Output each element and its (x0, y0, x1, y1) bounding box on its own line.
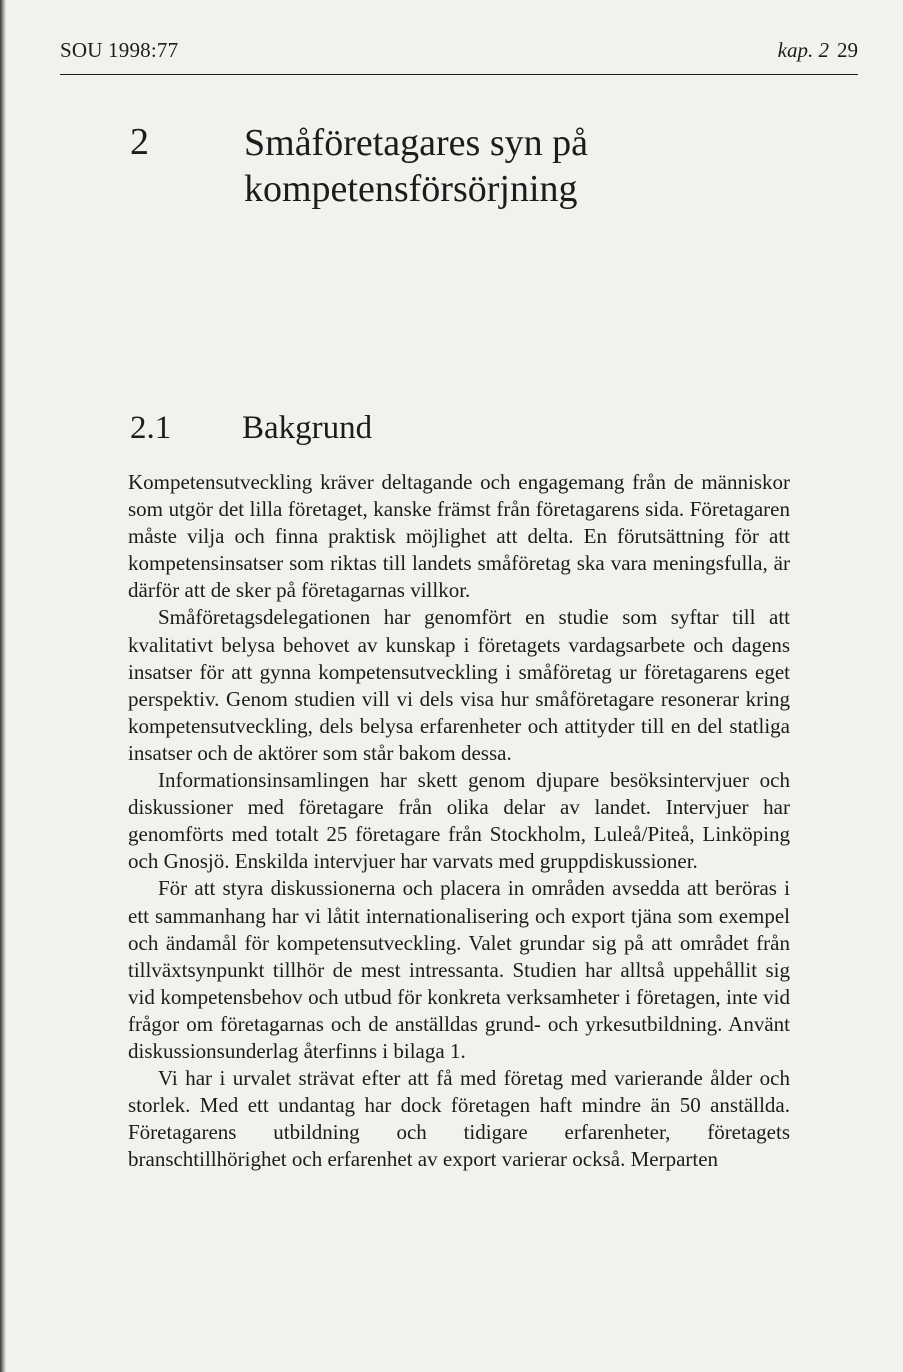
paragraph: Informationsinsamlingen har skett genom djupare besöksintervjuer och diskussioner med företagare från olika delar av landet. Intervjuer har genomförts med totalt 25 företagare från Stockholm, Luleå/Piteå, Linköping och Gnosjö. Enskilda intervjuer har varvats med gruppdiskussioner. (128, 768, 790, 874)
paragraph: Kompetensutveckling kräver deltagande och engagemang från de människor som utgör det lilla företaget, kanske främst från företagarens sida. Företagaren måste vilja och finna praktisk möjlighet att delta. En förutsättning för att kompetensinsatser som riktas till landets småföretag ska vara meningsfulla, är därför att de sker på företagarnas villkor. (128, 470, 790, 603)
paragraph: Vi har i urvalet strävat efter att få med företag med varierande ålder och storlek. Med ett undantag har dock företagen haft mindre än 50 anställda. Företagarens utbildning och tidigare erfarenheter, företagets branschtillhörighet och erfarenhet av export varierar också. Merparten (128, 1066, 790, 1172)
body-text (128, 469, 790, 1173)
chapter-title: Småföretagares syn på kompetensförsörjning (244, 122, 588, 210)
section-number: 2.1 (130, 410, 172, 446)
paragraph: För att styra diskussionerna och placera in områden avsedda att beröras i ett sammanhang har vi låtit internationalisering och export tjäna som exempel och ändamål för kompetensutveckling. Valet grundar sig på att området från tillväxtsynpunkt tillhör de mest intressanta. Studien har alltså uppehållit sig vid kompetensbehov och utbud för konkreta verksamheter i företagen, inte vid frågor om företagarnas och de anställdas grund- och yrkesutbildning. Använt diskussionsunderlag återfinns i bilaga 1. (128, 876, 790, 1063)
report-series: SOU 1998:77 (60, 38, 179, 62)
chapter-ref: kap. 2 (777, 38, 829, 62)
section-title: Bakgrund (242, 410, 373, 446)
page-spine-shadow (0, 0, 6, 1372)
paragraph: Småföretagsdelegationen har genomfört en studie som syftar till att kvalitativt belysa behovet av kunskap i företagets vardagsarbete och dagens insatser för att gynna kompetensutveckling i småföretag ur företagarens eget perspektiv. Genom studien vill vi dels visa hur småföretagare resonerar kring kompetensutveckling, dels belysa erfarenheter och attityder till en del statliga insatser och de aktörer som står bakom dessa. (128, 605, 790, 765)
chapter-number: 2 (130, 121, 149, 163)
page-locator (778, 38, 858, 63)
running-header (60, 38, 858, 78)
page-number: 29 (837, 38, 858, 62)
header-rule (60, 74, 858, 75)
